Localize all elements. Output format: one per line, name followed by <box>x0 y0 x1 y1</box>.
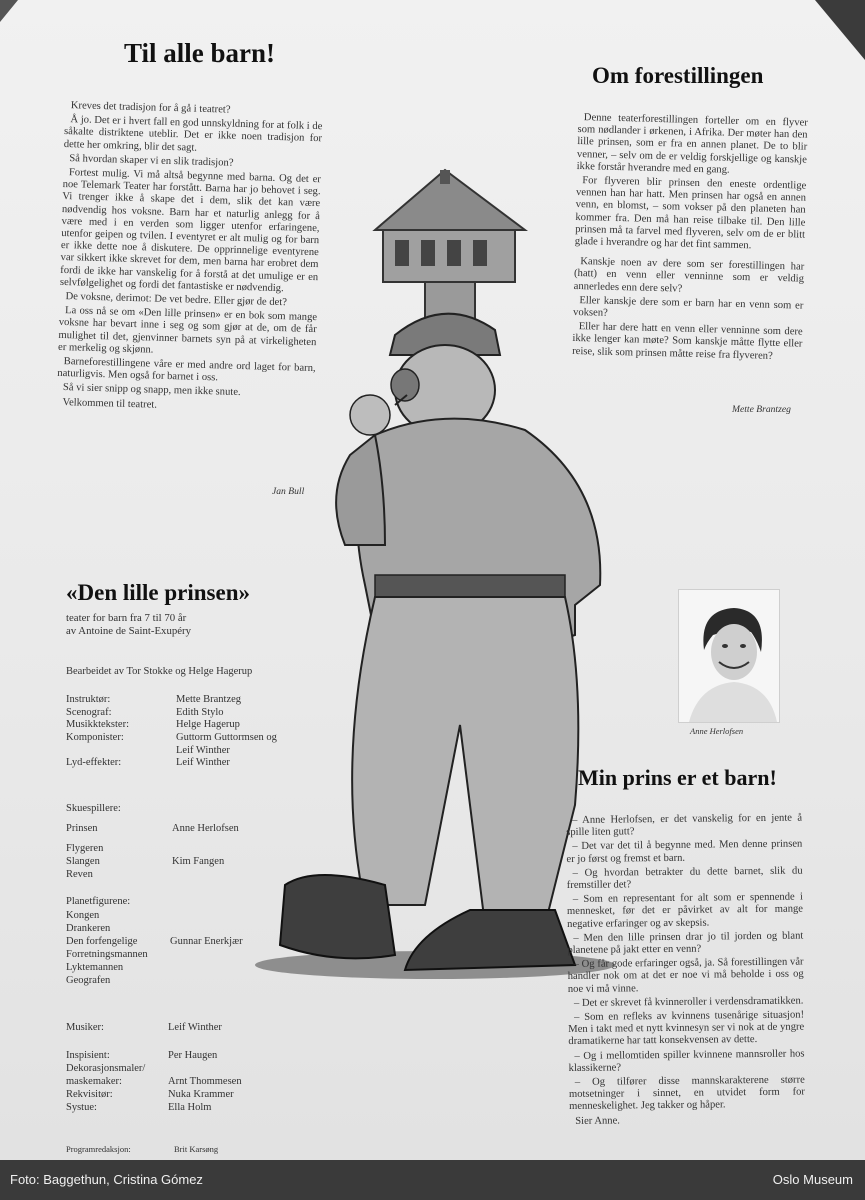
paragraph: For flyveren blir prinsen den eneste ordentlige vennen han har hatt. Men prinsen har også en annen venn, en blomst, – som vokser på den planeten han kommer fra. Den må han reise tilbake til. Den lille prinsen må ta farvel med flyveren, selv om de er blitt glade i hverandre og har det fint sammen. <box>574 175 807 252</box>
staff-name: Arnt Thommesen <box>168 1076 242 1087</box>
portrait-photo <box>678 589 780 723</box>
paragraph: Eller har dere hatt en venn eller venninne som dere ikke lenger kan møte? Som kanskje måtte flytte eller reise, slik som prinsen måtte reise fra flyveren? <box>572 321 803 362</box>
paragraph: – Og i mellomtiden spiller kvinnene mannsroller hos klassikerne? <box>568 1048 805 1074</box>
footer-bar <box>0 1160 865 1200</box>
planet-role: Drankeren <box>66 923 111 934</box>
paragraph: – Og får gode erfaringer også, ja. Så forestillingen vår handler nok om at det er noe vi må beholde i oss og noe vi må vinne. <box>567 956 804 995</box>
staff-name: Ella Holm <box>168 1102 212 1113</box>
poster-corner <box>0 0 18 22</box>
cast-role: Flygeren <box>66 843 104 854</box>
staff-role: Rekvisitør: <box>66 1089 113 1100</box>
subtitle-line: teater for barn fra 7 til 70 år <box>66 612 187 624</box>
credit-name: Edith Stylo <box>176 707 224 718</box>
cast-role: Prinsen <box>66 823 98 834</box>
planet-role: Kongen <box>66 910 100 921</box>
paragraph: Fortest mulig. Vi må altså begynne med barna. Og det er noe Telemark Teater har forstått. Barna har jo behovet i seg. Vi trenger ikke å skape det i dem, slik det kan være nødvendig hos voksne. Barn har et naturlig anlegg for å være med i en verden som ligger utenfor erfaringene, utenfor geipen og tvilen. I eventyret er alt mulig og for barn er ikke dette noe å diskutere. De opprinnelige eventyrene var sikkert ikke skrevet for dem, men barna har erobret dem fordi de ikke har vanskelig for å forstå at det umulige er en selvfølgelighet og fordi det fantastiske er nødvendig. <box>59 167 322 295</box>
staff-name: Per Haugen <box>168 1050 218 1061</box>
staff-role: maskemaker: <box>66 1076 122 1087</box>
paragraph: – Det er skrevet få kvinneroller i verdensdramatikken. <box>573 995 804 1009</box>
credit-name: Guttorm Guttormsen og <box>176 732 277 743</box>
museum-name: Oslo Museum <box>772 1172 853 1187</box>
paragraph: – Det var det til å begynne med. Men denne prinsen er jo først og fremst et barn. <box>566 838 803 865</box>
paragraph: – Og hvordan betrakter du dette barnet, slik du fremstiller det? <box>566 865 803 892</box>
paragraph: Sier Anne. <box>575 1115 620 1127</box>
photo-caption: Anne Herlofsen <box>690 726 744 736</box>
credits-list <box>66 666 326 1160</box>
paragraph: – Anne Herlofsen, er det vanskelig for en jente å spille liten gutt? <box>566 812 803 839</box>
signature-jan-bull: Jan Bull <box>272 486 305 497</box>
credit-role: Scenograf: <box>66 707 112 718</box>
cast-name: Kim Fangen <box>172 856 225 867</box>
heading-den-lille-prinsen: «Den lille prinsen» <box>66 580 251 605</box>
paragraph: Så vi sier snipp og snapp, men ikke snute. <box>62 382 241 399</box>
credit-name: Leif Winther <box>176 745 230 756</box>
paragraph: De voksne, derimot: De vet bedre. Eller gjør de det? <box>65 291 288 309</box>
credit-role: Komponister: <box>66 732 124 743</box>
staff-role: Programredaksjon: <box>66 1144 131 1154</box>
planet-heading: Planetfigurene: <box>66 896 131 907</box>
interview-article <box>566 813 805 1130</box>
subtitle-line: av Antoine de Saint-Exupéry <box>66 624 192 637</box>
adapted-by: Bearbeidet av Tor Stokke og Helge Hagerup <box>66 666 253 677</box>
planet-role: Den forfengelige <box>66 936 138 947</box>
staff-role: Dekorasjonsmaler/ <box>66 1063 146 1074</box>
paragraph: – Som en representant for alt som er spennende i mennesket, før det er påvirket av alt for mange negative erfaringer og av skepsis. <box>566 891 804 930</box>
signature-mette-brantzeg: Mette Brantzeg <box>732 404 791 415</box>
heading-om-forestillingen: Om forestillingen <box>592 63 764 88</box>
credit-name: Mette Brantzeg <box>176 694 242 705</box>
staff-name: Brit Karsøng <box>174 1144 219 1154</box>
paragraph: Barneforestillingene våre er med andre ord laget for barn, naturligvis. Men også for barnet i oss. <box>57 356 316 384</box>
credit-role: Instruktør: <box>66 694 111 705</box>
planet-role: Forretningsmannen <box>66 949 148 960</box>
paragraph: Velkommen til teatret. <box>62 396 158 411</box>
staff-name: Nuka Krammer <box>168 1089 234 1100</box>
paragraph: La oss nå se om «Den lille prinsen» er en bok som mange voksne har bevart inne i seg og som gjør at de, om de får mulighet til det, gjenvinner barnets syn på at virkeligheten er merkelig og skjønn. <box>57 305 318 356</box>
credit-name: Helge Hagerup <box>176 719 240 730</box>
paragraph: – Men den lille prinsen drar jo til jorden og blant planetene på jakt etter en venn? <box>567 930 804 957</box>
heading-til-alle-barn: Til alle barn! <box>124 38 276 68</box>
paragraph: Eller kanskje dere som er barn har en venn som er voksen? <box>572 294 804 319</box>
paragraph: Kreves det tradisjon for å gå i teatret? <box>70 100 231 116</box>
staff-name: Leif Winther <box>168 1022 222 1033</box>
credit-role: Musikktekster: <box>66 719 129 730</box>
cast-name: Anne Herlofsen <box>172 823 239 834</box>
poster-corner <box>815 0 865 60</box>
planet-role: Lyktemannen <box>66 962 124 973</box>
photo-credit: Foto: Baggethun, Cristina Gómez <box>10 1172 203 1187</box>
cast-role: Reven <box>66 869 93 880</box>
paragraph: Denne teaterforestillingen forteller om en flyver som nødlander i ørkenen, i Afrika. Der møter han den lille prinsen, som er fra en annen planet. De to blir venner, – selv om de er veldig forskjellige og kanskje ikke forstår hverandre med en gang. <box>576 112 808 176</box>
paragraph: Kanskje noen av dere som ser forestillingen har (hatt) en venn eller venninne som er veldig annerledes enn dere selv? <box>573 256 805 295</box>
paragraph: Å jo. Det er i hvert fall en god unnskyldning for at folk i de såkalte distriktene uteblir. Det er ikke noen tradisjon for dette her omkring, blir det sagt. <box>63 114 323 154</box>
planet-role: Geografen <box>66 975 111 986</box>
credit-role: Lyd-effekter: <box>66 757 122 768</box>
paragraph: – Som en refleks av kvinnens tusenårige situasjon! Men i takt med et nytt kvinnesyn ser vi nok at de yngre dramatikerne har tatt konsekvensen av dette. <box>568 1009 805 1048</box>
staff-role: Musiker: <box>66 1022 104 1033</box>
heading-min-prins: Min prins er et barn! <box>578 765 777 790</box>
cast-role: Slangen <box>66 856 100 867</box>
credit-name: Leif Winther <box>176 757 230 768</box>
paragraph: Så hvordan skaper vi en slik tradisjon? <box>69 152 234 169</box>
staff-role: Inspisient: <box>66 1050 110 1061</box>
planet-name: Gunnar Enerkjær <box>170 936 243 947</box>
production-subtitle <box>66 612 191 637</box>
cast-heading: Skuespillere: <box>66 803 121 814</box>
paragraph: – Og tilfører disse mannskarakterene større motsetninger i sinnet, en utvidet form for menneskelighet. Jeg takker og håper. <box>568 1074 805 1113</box>
staff-role: Systue: <box>66 1102 97 1113</box>
